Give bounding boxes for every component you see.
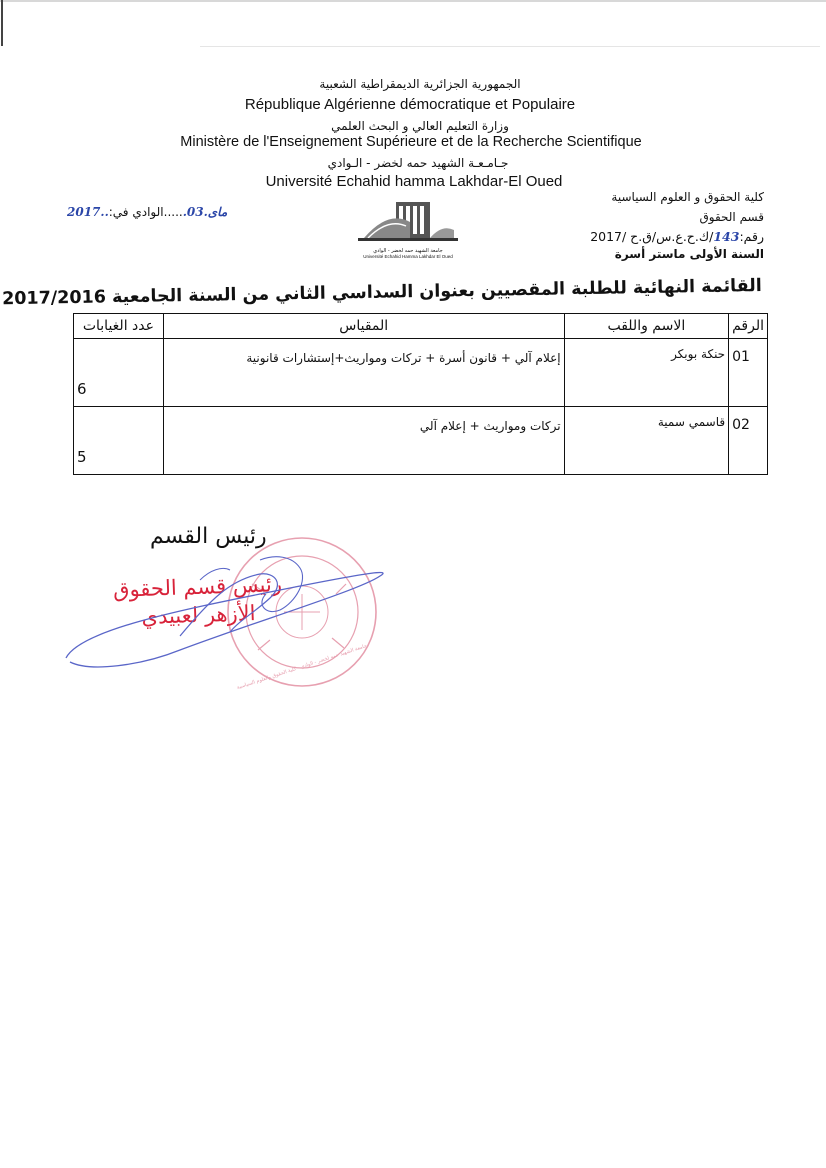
header-number: الرقم: [729, 314, 768, 339]
study-year: السنة الأولى ماستر أسرة: [614, 247, 764, 261]
row-module: تركات ومواريث + إعلام آلي: [163, 407, 564, 475]
scan-faint-line: [200, 46, 820, 47]
ministry-ar: وزارة التعليم العالي و البحث العلمي: [331, 119, 509, 133]
logo-caption-ar: جامعة الشهيد حمه لخضر - الوادي: [373, 248, 443, 254]
table-row: [74, 339, 768, 407]
row-name: قاسمي سمية: [564, 407, 729, 475]
building-logo-icon: [358, 200, 458, 244]
faculty-name: كلية الحقوق و العلوم السياسية: [611, 190, 764, 204]
ministry-fr: Ministère de l'Enseignement Supérieure et de la Recherche Scientifique: [180, 134, 642, 150]
header-module: المقياس: [163, 314, 564, 339]
signature-title: رئيس القسم: [150, 524, 267, 549]
handwritten-signature-icon: [60, 540, 390, 680]
stamp-line-name: الأزهر لعبيدي: [141, 601, 256, 629]
reference-number: 143: [713, 229, 740, 244]
row-absences: 5: [74, 407, 164, 475]
logo-caption-fr: Université Echahid Hamma Lakhdar El Oued: [363, 254, 453, 259]
reference-rest: /ك.ح.ع.س/ق.ح /2017: [590, 229, 714, 244]
scan-top-edge: [0, 0, 826, 2]
row-absences: 6: [74, 339, 164, 407]
table-row: [74, 407, 768, 475]
reference-line: [590, 229, 764, 244]
date-dots: .....: [163, 205, 183, 219]
row-name: حنكة بوبكر: [564, 339, 729, 407]
republic-fr: République Algérienne démocratique et Populaire: [244, 96, 576, 113]
document-title: القائمة النهائية للطلبة المقصيين بعنوان السداسي الثاني من السنة الجامعية 2017/2016: [2, 276, 763, 310]
row-number: 02: [729, 407, 768, 475]
university-ar: جـامـعـة الشهيد حمه لخضر - الـوادي: [327, 156, 509, 170]
university-logo: [358, 200, 458, 262]
date-label: الوادي في:: [108, 205, 164, 219]
department-name: قسم الحقوق: [699, 210, 764, 224]
table-header-row: [74, 314, 768, 339]
republic-ar: الجمهورية الجزائرية الديمقراطية الشعبية: [319, 77, 521, 91]
seal-text: جامعة الشهيد حمه لخضر - الوادي - كلية الحقوق والعلوم السياسية: [236, 643, 368, 691]
excluded-students-table: [73, 313, 768, 475]
scan-left-mark: [1, 0, 3, 46]
header-name: الاسم واللقب: [564, 314, 729, 339]
row-number: 01: [729, 339, 768, 407]
row-module: إعلام آلي + قانون أسرة + تركات ومواريث+إستشارات قانونية: [163, 339, 564, 407]
date-handwritten: 2017..مای.03.: [67, 205, 228, 219]
header-absences: عدد الغيابات: [74, 314, 164, 339]
university-fr: Université Echahid hamma Lakhdar-El Oued: [265, 173, 563, 190]
date-line: [67, 205, 227, 219]
reference-label: رقم:: [739, 229, 764, 244]
stamp-line-title: رئيس قسم الحقوق: [112, 572, 283, 602]
